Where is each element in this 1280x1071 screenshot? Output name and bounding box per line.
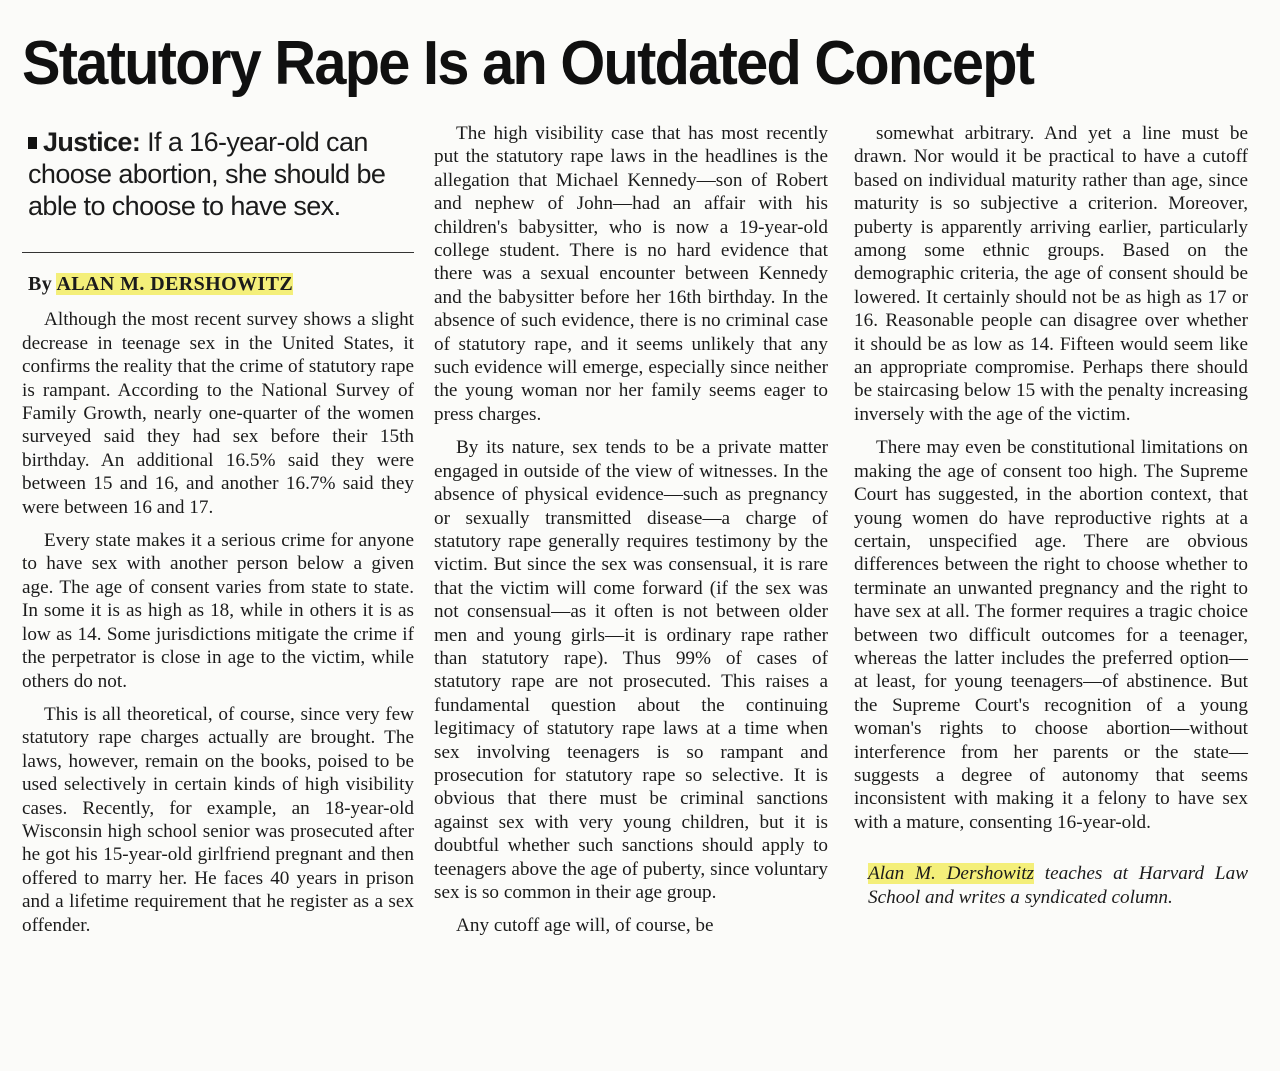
paragraph: This is all theoretical, of course, since very few statutory rape charges actually are brought. The laws, however, remain on the books, poised to be used selectively in certain kinds of high visibility cases. Recently, for example, an 18-year-old Wisconsin high school senior was prosecuted after he got his 15-year-old girlfriend pregnant and then offered to marry her. He faces 40 years in prison and a lifetime requirement that he register as a sex offender.	[22, 703, 414, 936]
author-bio	[854, 862, 1248, 909]
column-1	[22, 122, 414, 1061]
deck-kicker: Justice:	[43, 127, 141, 157]
bullet-icon	[28, 137, 37, 149]
paragraph: There may even be constitutional limitations on making the age of consent too high. The Supreme Court has suggested, in the abortion context, that young women do have reproductive rights at a certain, unspecified age. There are obvious differences between the right to choose whether to terminate an unwanted pregnancy and the right to have sex at all. The former requires a tragic choice between two difficult outcomes for a teenager, whereas the latter includes the preferred option—at least, for young teenagers—of abstinence. But the Supreme Court's recognition of a young woman's rights to choose abortion—without interference from her parents or the state—suggests a degree of autonomy that seems inconsistent with making it a felony to have sex with a mature, consenting 16-year-old.	[854, 437, 1248, 833]
column-3	[854, 122, 1248, 1061]
divider	[22, 252, 414, 253]
byline-first-name: ALAN	[56, 273, 115, 295]
paragraph: The high visibility case that has most recently put the statutory rape laws in the headlines is the allegation that Michael Kennedy—son of Robert and nephew of John—had an affair with his children's babysitter, who is now a 19-year-old college student. There is no hard evidence that there was a sexual encounter between Kennedy and the babysitter before her 16th birthday. In the absence of such evidence, there is no criminal case of statutory rape, and it seems unlikely that any such evidence will emerge, especially since neither the young woman nor her family seems eager to press charges.	[434, 123, 828, 425]
paragraph: somewhat arbitrary. And yet a line must be drawn. Nor would it be practical to have a cutoff based on individual maturity rather than age, since maturity is so subjective a criterion. Moreover, puberty is apparently arriving earlier, particularly among some ethnic groups. Based on the demographic criteria, the age of consent should be lowered. It certainly should not be as high as 17 or 16. Reasonable people can disagree over whether it should be as low as 14. Fifteen would seem like an appropriate compromise. Perhaps there should be staircasing below 15 with the penalty increasing inversely with the age of the victim.	[854, 123, 1248, 425]
column-2	[434, 122, 828, 1061]
paragraph: By its nature, sex tends to be a private matter engaged in outside of the view of witnesses. In the absence of physical evidence—such as pregnancy or sexually transmitted disease—a charge of statutory rape generally requires testimony by the victim. But since the sex was consensual, it is rare that the victim will come forward (if the sex was not consensual—as it often is not between older men and young girls—it is ordinary rape rather than statutory rape). Thus 99% of cases of statutory rape are not prosecuted. This raises a fundamental question about the continuing legitimacy of statutory rape laws at a time when sex involving teenagers is so rampant and prosecution for statutory rape so selective. It is obvious that there must be criminal sanctions against sex with very young children, but it is doubtful whether such sanctions should apply to teenagers above the age of puberty, since voluntary sex is so common in their age group.	[434, 437, 828, 903]
byline-last-name: M. DERSHOWITZ	[114, 273, 294, 295]
bio-name: Alan M. Dershowitz	[868, 863, 1034, 885]
paragraph: Any cutoff age will, of course, be	[456, 915, 714, 937]
paragraph: Although the most recent survey shows a slight decrease in teenage sex in the United States, it confirms the reality that the crime of statutory rape is rampant. According to the National Survey of Family Growth, nearly one-quarter of the women surveyed said they had sex before their 15th birthday. An additional 16.5% said they were between 15 and 16, and another 16.7% said they were between 16 and 17.	[22, 309, 414, 518]
bio-text: teaches at Harvard Law School and writes a syndicated column.	[868, 863, 1248, 908]
byline	[28, 273, 414, 296]
deck	[28, 126, 404, 222]
deck-text: If a 16-year-old can choose abortion, she should be able to choose to have sex.	[28, 127, 386, 221]
byline-prefix: By	[28, 273, 57, 295]
headline: Statutory Rape Is an Outdated Concept	[22, 29, 1034, 98]
paragraph: Every state makes it a serious crime for anyone to have sex with another person below a given age. The age of consent varies from state to state. In some it is as high as 18, while in others it is as low as 14. Some jurisdictions mitigate the crime if the perpetrator is close in age to the victim, while others do not.	[22, 530, 414, 692]
article-columns	[22, 122, 1258, 1061]
